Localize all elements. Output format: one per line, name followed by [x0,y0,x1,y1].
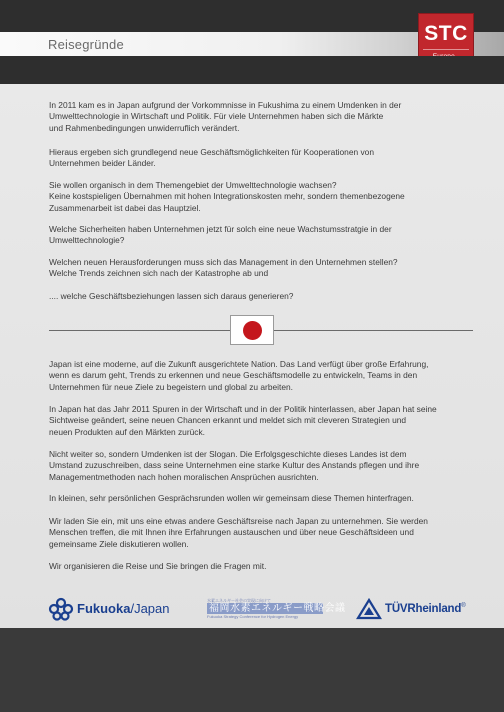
tuv-registered-mark: ® [461,603,466,609]
main-paragraph-1: Japan ist eine moderne, auf die Zukunft ausgerichtete Nation. Das Land verfügt über große Erfahrung, wenn es darum geht, Trends zu erkennen und neue Geschäftsmodelle zu entwickeln, Teams in den Unternehmen für neue Ziele zu begeistern und global zu arbeiten. [49,359,429,392]
fukuoka-logo-name: Fukuoka [77,601,131,616]
hydrogen-logo-main-text: 福岡水素エネルギー戦略会議 [209,603,346,614]
content-panel [0,84,504,628]
stc-logo-text: STC [424,22,468,45]
divider-line-left [49,330,230,331]
intro-paragraph-6: .... welche Geschäftsbeziehungen lassen sich daraus generieren? [49,291,294,301]
flag-sun [243,321,262,340]
page-title: Reisegründe [48,37,124,52]
main-paragraph-3: Nicht weiter so, sondern Umdenken ist der Slogan. Die Erfolgsgeschichte dieses Landes ist dem Umstand zuzuschreiben, dass seine Unternehmen eine starke Kultur des Anstands pflegen und ihre Managementmethoden nach hohen moralischen Ansprüchen ausrichten. [49,449,420,482]
main-paragraph-5: Wir laden Sie ein, mit uns eine etwas andere Geschäftsreise nach Japan zu unternehmen. Sie werden Menschen treffen, die mit Ihnen ihre Erfahrungen austauschen und über neue Geschäftsideen und gemeinsame Ziele diskutieren wollen. [49,516,428,549]
hydrogen-logo-english-text: Fukuoka Strategy Conference for Hydrogen Energy [207,614,299,619]
tuv-logo-name: TÜVRheinland [385,603,462,615]
tuv-triangle-icon [357,599,381,619]
intro-paragraph-2: Hieraus ergeben sich grundlegend neue Geschäftsmöglichkeiten für Kooperationen von Unternehmen beider Länder. [49,147,374,169]
intro-paragraph-3: Sie wollen organisch in dem Themengebiet der Umwelttechnologie wachsen? Keine kostspieligen Übernahmen mit hohen Integrationskosten mehr, sondern themenbezogene Zusammenarbeit ist dabei das Hauptziel. [49,180,405,213]
fukuoka-logo-suffix: /Japan [130,601,170,616]
intro-paragraph-5: Welchen neuen Herausforderungen muss sich das Management in den Unternehmen stellen? Welche Trends zeichnen sich nach der Katastrophe ab und [49,257,398,279]
fukuoka-emblem-icon [49,598,73,620]
intro-paragraph-4: Welche Sicherheiten haben Unternehmen jetzt für solch eine neue Wachstumsstratgie in der Umwelttechnologie? [49,224,392,246]
main-paragraph-4: In kleinen, sehr persönlichen Gesprächsrunden wollen wir gemeinsam diese Themen hinterfragen. [49,493,414,503]
footer-band [0,628,504,712]
main-paragraph-6: Wir organisieren die Reise und Sie bringen die Fragen mit. [49,561,267,571]
partner-logos [0,596,504,622]
main-paragraph-2: In Japan hat das Jahr 2011 Spuren in der Wirtschaft und in der Politik hinterlassen, aber Japan hat seine Sichtweise geändert, seine neuen Chancen erkannt und meldet sich mit cleveren Strategien und neuen Produkten auf den Märkten zurück. [49,404,437,437]
hydrogen-logo-top-text: 水素エネルギー社会の実現に向けて [207,598,271,603]
hydrogen-strategy-logo [207,598,346,622]
intro-paragraph-1: In 2011 kam es in Japan aufgrund der Vorkommnisse in Fukushima zu einem Umdenken in der Umwelttechnologie in Wirtschaft und Politik. Für viele Unternehmen haben sich die Märkte und Rahmenbedingungen unwiderruflich verändert. [49,100,402,133]
japan-flag-icon [230,315,274,345]
header-dark-strip [0,56,504,84]
divider-line-right [274,330,473,331]
